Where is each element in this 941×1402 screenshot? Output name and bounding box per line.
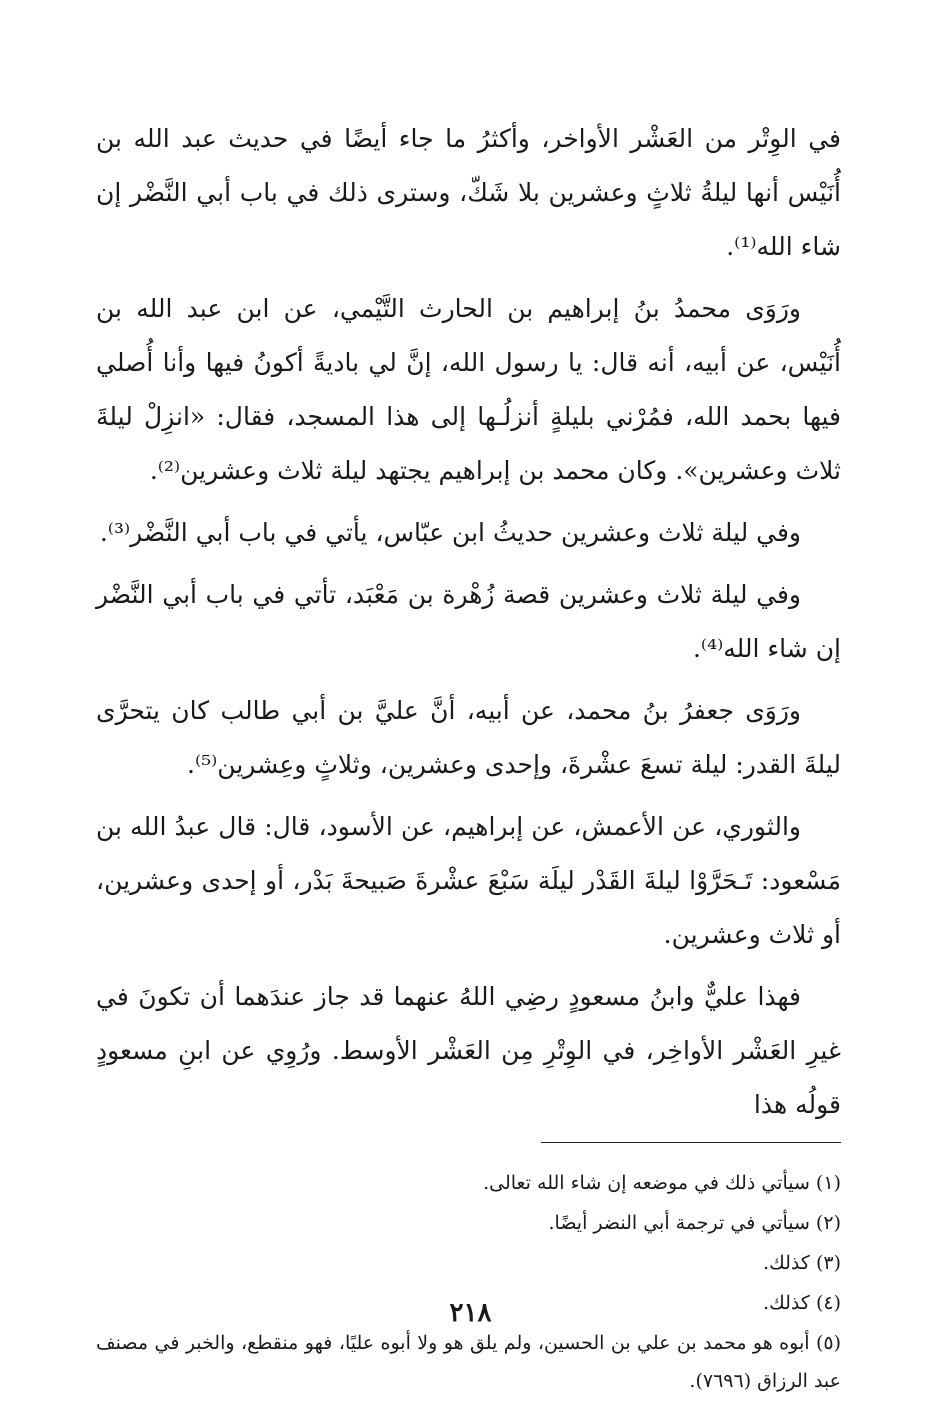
footnote-5: (٥) أبوه هو محمد بن علي بن الحسين، ولم يلق هو ولا أبوه عليًا، فهو منقطع، والخبر في مصنف عبد الرزاق (٧٦٩٦). <box>96 1332 841 1392</box>
paragraph-2: ورَوَى محمدُ بنُ إبراهيم بن الحارث التَّيْمي، عن ابن عبد الله بن أُنَيْس، عن أبيه، أنه قال: يا رسول الله، إنَّ لي باديةً أكونُ فيها وأنا أُصلي فيها بحمد الله، فمُرْني بليلةٍ أنزلُـها إلى هذا المسجد، فقال: «انزِلْ ليلةَ ثلاث وعشرين». وكان محمد بن إبراهيم يجتهد ليلة ثلاث وعشرين⁽²⁾. <box>96 294 841 485</box>
footnote-3: (٣) كذلك. <box>763 1252 841 1274</box>
paragraph-5: ورَوَى جعفرُ بنُ محمد، عن أبيه، أنَّ عليَّ بن أبي طالب كان يتحرَّى ليلةَ القدر: ليلة تسعَ عشْرةَ، وإحدى وعشرين، وثلاثٍ وعِشرين⁽⁵⁾. <box>96 696 841 779</box>
footnote-2: (٢) سيأتي في ترجمة أبي النضر أيضًا. <box>548 1212 841 1234</box>
footnotes <box>96 1164 841 1402</box>
page-number: ٢١٨ <box>449 1298 492 1328</box>
paragraph-7: فهذا عليٌّ وابنُ مسعودٍ رضِي اللهُ عنهما قد جاز عندَهما أن تكونَ في غيرِ العَشْر الأواخِر، في الوِتْرِ مِن العَشْر الأوسط. ورُوِي عن ابنِ مسعودٍ قولُه هذا <box>96 982 841 1119</box>
footnote-separator <box>541 1142 841 1143</box>
footnote-1: (١) سيأتي ذلك في موضعه إن شاء الله تعالى. <box>483 1172 841 1194</box>
paragraph-6: والثوري، عن الأعمش، عن إبراهيم، عن الأسود، قال: قال عبدُ الله بن مَسْعود: تَـحَرَّوْا ليلةَ القَدْر ليلَة سَبْعَ عشْرةَ صَبيحةَ بَدْر، أو إحدى وعشرين، أو ثلاث وعشرين. <box>96 812 841 949</box>
footnote-4: (٤) كذلك. <box>763 1292 841 1314</box>
paragraph-3: وفي ليلة ثلاث وعشرين حديثُ ابن عبّاس، يأتي في باب أبي النَّضْر⁽³⁾. <box>99 518 801 547</box>
main-text <box>96 112 841 1132</box>
paragraph-4: وفي ليلة ثلاث وعشرين قصة زُهْرة بن مَعْبَد، تأتي في باب أبي النَّضْر إن شاء الله⁽⁴⁾. <box>96 580 841 663</box>
paragraph-1: في الوِتْر من العَشْر الأواخر، وأكثرُ ما جاء أيضًا في حديث عبد الله بن أُنَيْس أنها ليلةُ ثلاثٍ وعشرين بلا شَكّ، وسترى ذلك في باب أبي النَّضْر إن شاء الله⁽¹⁾. <box>96 124 841 261</box>
